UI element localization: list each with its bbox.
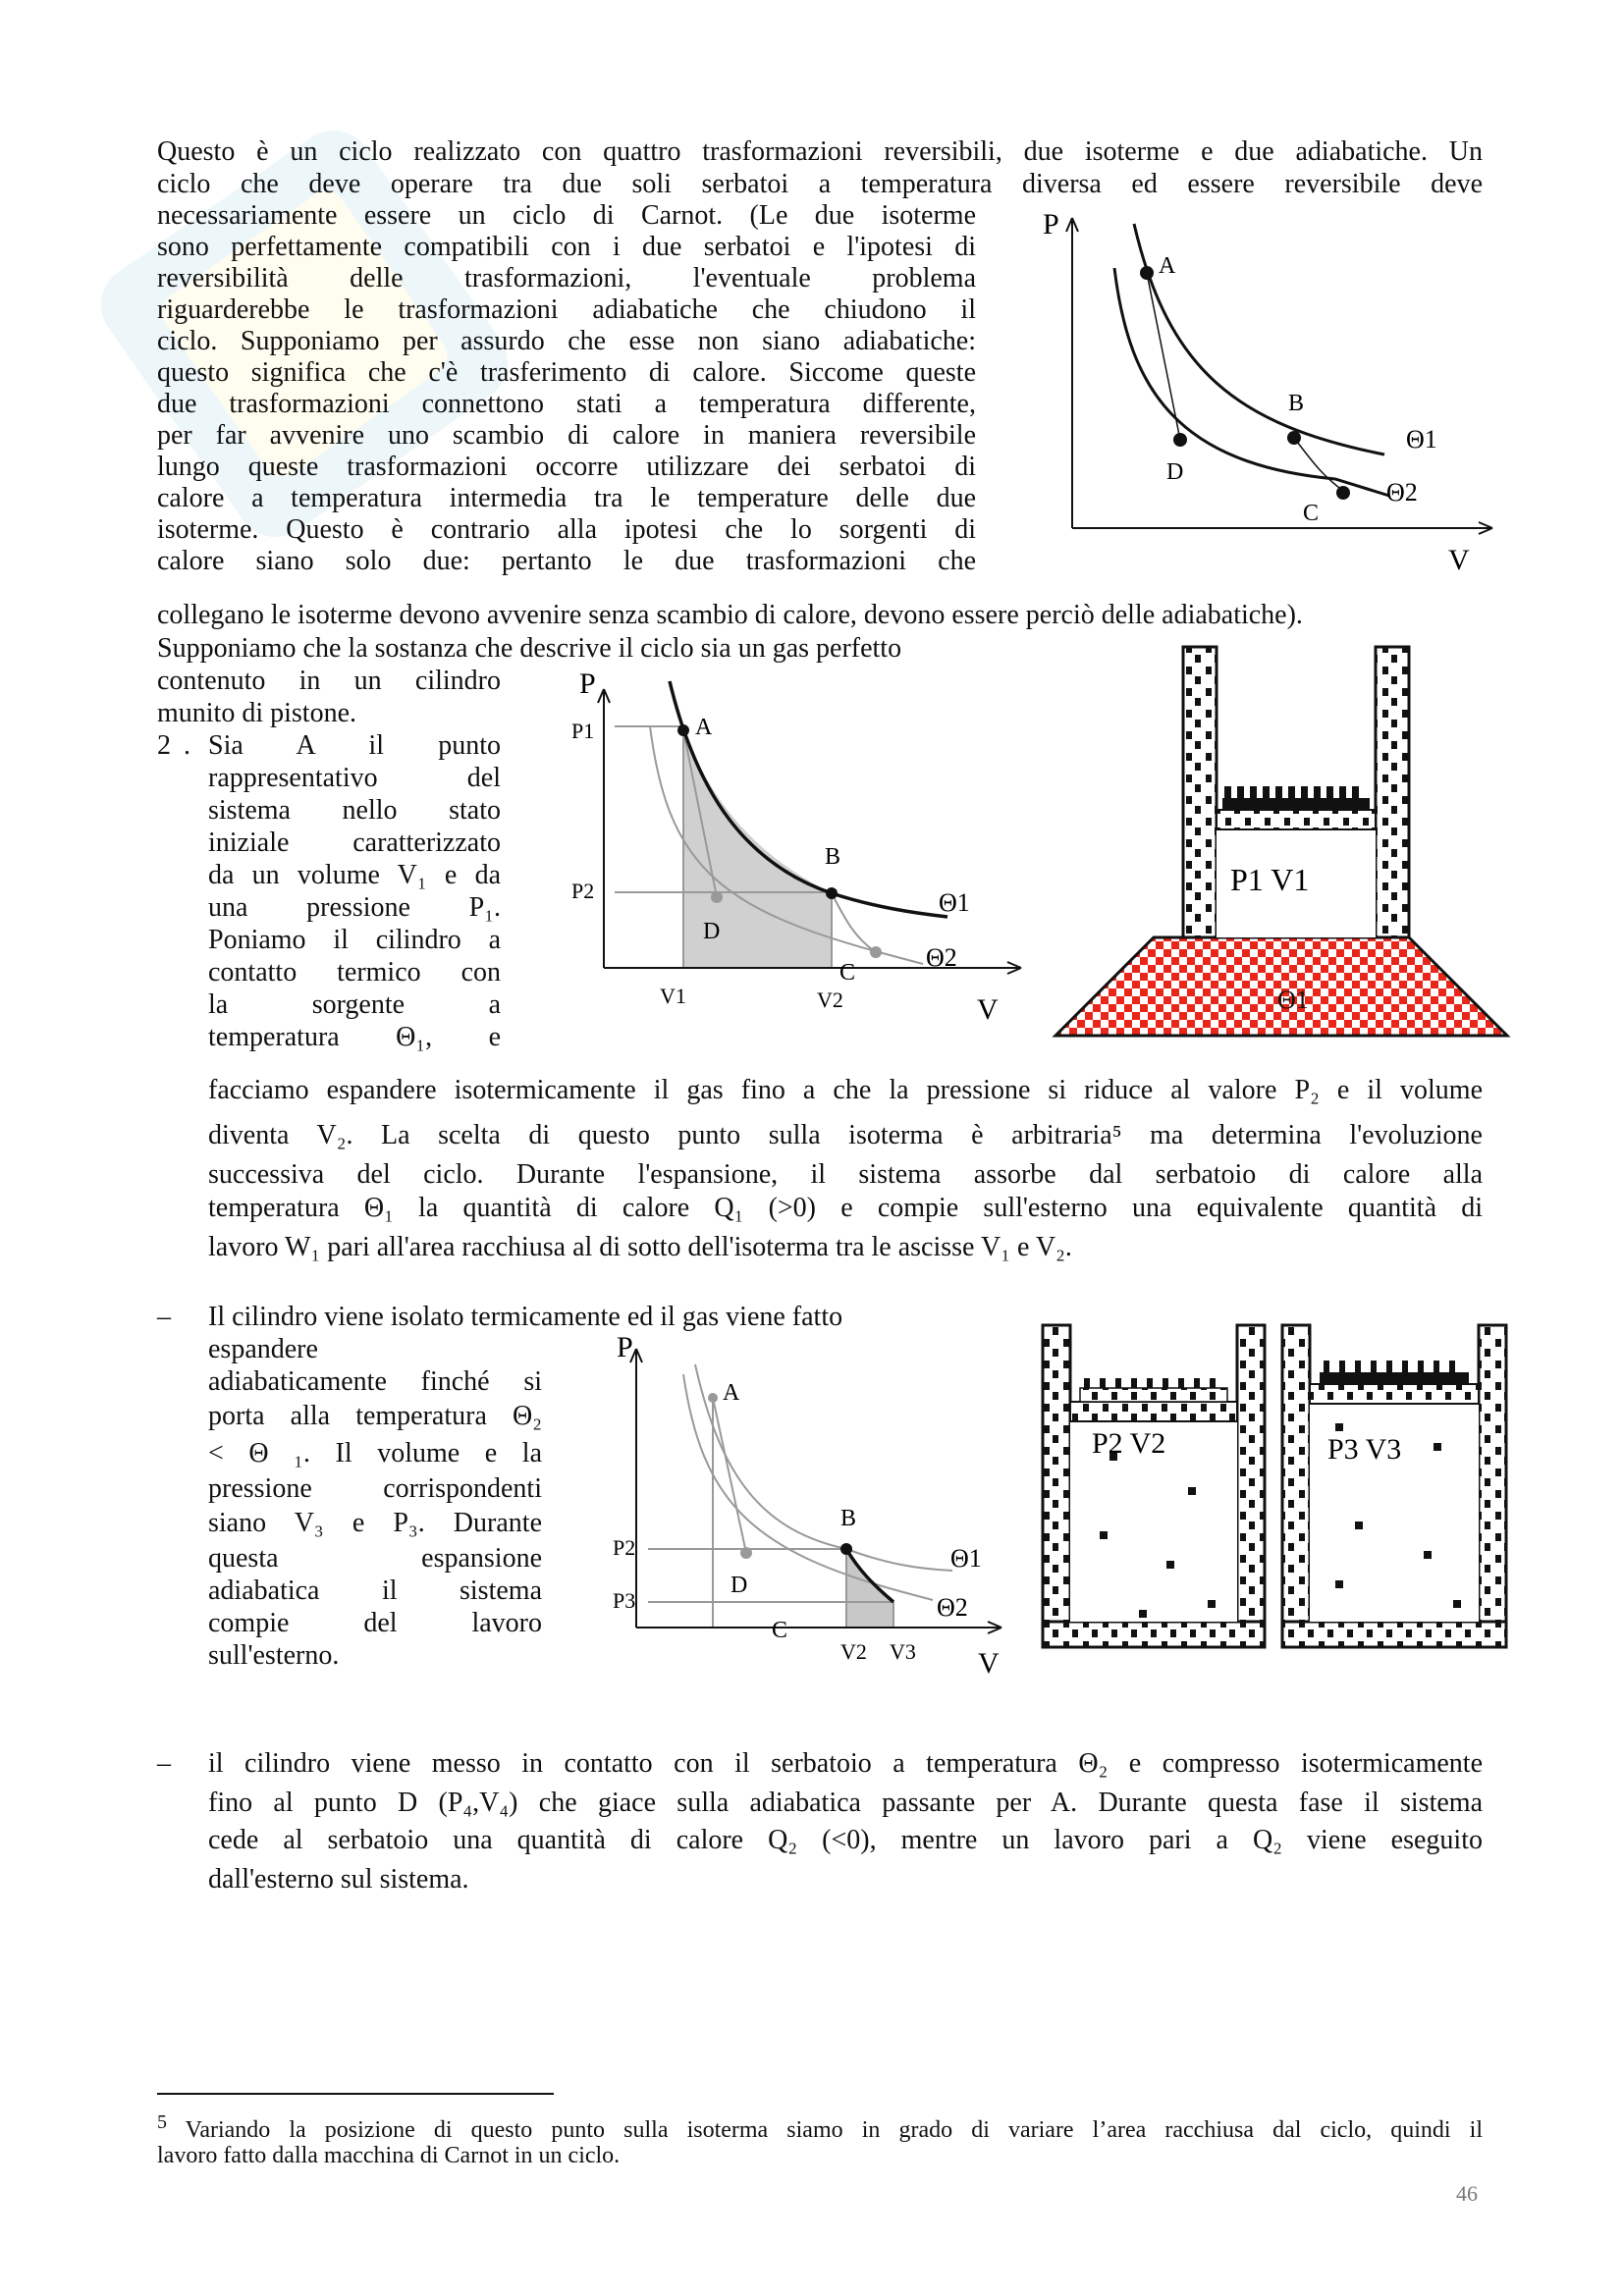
fig1-xlabel: V (1448, 544, 1470, 576)
step4-dash: – (157, 1748, 171, 1779)
step3-line: compie del lavoro (208, 1608, 542, 1638)
step2-line: facciamo espandere isotermicamente il gas fino a che la pressione si riduce al valore P₂ e il volume (208, 1075, 1483, 1105)
para1-line: lungo queste trasformazioni occorre utilizzare dei serbatoi di (157, 452, 976, 482)
fig3-adiabatic-ad (713, 1398, 746, 1553)
step2-line: contatto termico con (208, 957, 501, 988)
fig3-label-d: D (730, 1573, 748, 1598)
step2-line: temperatura Θ₁, e (208, 1022, 501, 1052)
step4-line: cede al serbatoio una quantità di calore Q₂ (<0), mentre un lavoro pari a Q₂ viene eseguito (208, 1825, 1483, 1855)
cylinder-illustration-1 (1046, 643, 1512, 1045)
fig1-adiabatic-bc (1294, 438, 1343, 491)
cylinder1-piston (1217, 810, 1376, 829)
cylinder3 (1282, 1325, 1506, 1647)
para1-line: Questo è un ciclo realizzato con quattro trasformazioni reversibili, due isoterme e due adiabatiche. Un (157, 136, 1483, 167)
fig2-point-a (677, 724, 689, 736)
step2-line: una pressione P₁. (208, 892, 501, 923)
step3-line: sull'esterno. (208, 1640, 340, 1671)
fig3-label-theta2: Θ2 (937, 1593, 968, 1622)
fig1-point-d (1173, 433, 1187, 447)
fig3-isotherm-theta1-left (695, 1364, 846, 1549)
fig3-tick-v2: V2 (840, 1639, 867, 1664)
fig2-tick-v2: V2 (817, 988, 843, 1012)
cylinder-illustration-2 (1041, 1315, 1512, 1654)
pv-diagram-2 (560, 667, 1041, 1041)
footnote-marker: 5 (157, 2111, 167, 2133)
step2-line: Sia A il punto (208, 730, 501, 761)
para1-line: riguarderebbe le trasformazioni adiabatiche che chiudono il (157, 294, 976, 325)
step3-line: questa espansione (208, 1543, 542, 1574)
step2-line: da un volume V₁ e da (208, 860, 501, 890)
para1-line: isoterme. Questo è contrario alla ipotesi che lo sorgenti di (157, 514, 976, 545)
fig1-label-theta2: Θ2 (1386, 478, 1418, 507)
para1-line: calore a temperatura intermedia tra le temperature delle due (157, 483, 976, 513)
step2-line: successiva del ciclo. Durante l'espansione, il sistema assorbe dal serbatoio di calore alla (208, 1159, 1483, 1190)
cylinder1-right-wall (1376, 647, 1409, 937)
para1-line: per far avvenire uno scambio di calore in maniera reversibile (157, 420, 976, 451)
step3-line: siano V₃ e P₃. Durante (208, 1508, 542, 1538)
fig1-adiabatic-ad (1147, 273, 1180, 440)
fig3-isotherm-theta2 (683, 1374, 933, 1600)
fig2-tick-p1: P1 (571, 719, 595, 743)
fig1-label-d: D (1166, 459, 1184, 485)
cylinder3-state-label: P3 V3 (1327, 1433, 1402, 1466)
fig1-point-b (1287, 431, 1301, 445)
fig2-label-a: A (695, 715, 713, 740)
fig2-xlabel: V (977, 993, 999, 1026)
para1-line: collegano le isoterme devono avvenire senza scambio di calore, devono essere perciò delle adiabatiche). (157, 600, 1303, 630)
cylinder1-state-label: P1 V1 (1230, 862, 1310, 897)
fig1-label-c: C (1303, 501, 1320, 526)
para1-line: sono perfettamente compatibili con i due serbatoi e l'ipotesi di (157, 232, 976, 262)
fig1-isotherm-theta2 (1114, 268, 1389, 496)
fig1-ylabel: P (1043, 208, 1059, 240)
fig3-label-theta1: Θ1 (950, 1544, 982, 1573)
fig3-isotherm-theta1-right (846, 1549, 952, 1571)
pv-diagram-3 (589, 1331, 1031, 1680)
para2-line: Supponiamo che la sostanza che descrive il ciclo sia un gas perfetto (157, 633, 902, 664)
cylinder2 (1043, 1325, 1265, 1647)
fig2-label-c: C (839, 960, 856, 986)
cylinder1-left-wall (1183, 647, 1217, 937)
fig3-tick-p3: P3 (613, 1588, 636, 1613)
footnote-text: Variando la posizione di questo punto sulla isoterma siamo in grado di variare l’area racchiusa dal ciclo, quindi il (167, 2117, 1483, 2143)
piston-weights-1 (1222, 786, 1370, 810)
step2-line: temperatura Θ₁ la quantità di calore Q₁ (>0) e compie sull'esterno una equivalente quantità di (208, 1193, 1483, 1223)
para2-line: munito di pistone. (157, 698, 356, 728)
para1-line: necessariamente essere un ciclo di Carnot. (Le due isoterme (157, 200, 976, 231)
cylinder2-state-label: P2 V2 (1092, 1427, 1166, 1460)
step4-line: fino al punto D (P₄,V₄) che giace sulla adiabatica passante per A. Durante questa fase il sistema (208, 1788, 1483, 1818)
step3-line: Il cilindro viene isolato termicamente ed il gas viene fatto (208, 1302, 843, 1332)
step2-line: diventa V₂. La scelta di questo punto sulla isoterma è arbitraria⁵ ma determina l'evoluzione (208, 1120, 1483, 1150)
page-number: 46 (1456, 2181, 1478, 2206)
step2-line: rappresentativo del (208, 763, 501, 793)
step3-line: < Θ ₁. Il volume e la (208, 1438, 542, 1468)
step2-narrow-block (208, 729, 501, 1053)
step2-line: Poniamo il cilindro a (208, 925, 501, 955)
fig3-tick-v3: V3 (890, 1639, 916, 1664)
fig2-tick-v1: V1 (660, 984, 686, 1008)
fig3-point-a (708, 1393, 718, 1403)
para1-line: ciclo che deve operare tra due soli serbatoi a temperatura diversa ed essere reversibile deve (157, 169, 1483, 199)
step2-line: lavoro W₁ pari all'area racchiusa al di sotto dell'isoterma tra le ascisse V₁ e V₂. (208, 1232, 1072, 1262)
fig3-point-d (740, 1547, 752, 1559)
fig2-tick-p2: P2 (571, 879, 595, 903)
fig3-label-b: B (840, 1506, 857, 1531)
step3-narrow-block (208, 1333, 542, 1672)
fig2-point-c (870, 946, 882, 958)
fig3-xlabel: V (978, 1647, 1000, 1680)
para1-line: reversibilità delle trasformazioni, l'eventuale problema (157, 263, 976, 294)
fig3-ylabel: P (617, 1331, 633, 1363)
fig2-label-theta1: Θ1 (939, 888, 970, 917)
step4-line: dall'esterno sul sistema. (208, 1864, 469, 1895)
para1-narrow-block (157, 200, 976, 577)
fig3-label-a: A (723, 1380, 740, 1406)
footnote-line: lavoro fatto dalla macchina di Carnot in un ciclo. (157, 2143, 621, 2168)
para1-line: questo significa che c'è trasferimento di calore. Siccome queste (157, 357, 976, 388)
fig1-label-a: A (1159, 253, 1176, 279)
fig1-point-a (1140, 266, 1154, 280)
step3-dash: – (157, 1302, 171, 1332)
fig3-point-b (840, 1543, 852, 1555)
step3-line: porta alla temperatura Θ₂ (208, 1401, 542, 1431)
fig2-point-d (711, 891, 723, 903)
fig1-label-b: B (1288, 391, 1305, 416)
fig2-ylabel: P (579, 667, 596, 700)
para1-line: due trasformazioni connettono stati a temperatura differente, (157, 389, 976, 419)
para1-line: ciclo. Supponiamo per assurdo che esse non siano adiabatiche: (157, 326, 976, 356)
fig3-tick-p2: P2 (613, 1535, 636, 1560)
fig2-label-b: B (825, 844, 841, 870)
step2-line: la sorgente a (208, 989, 501, 1020)
step3-line: espandere (208, 1334, 318, 1364)
reservoir-label: Θ1 (1277, 986, 1309, 1014)
pv-diagram-1 (1043, 204, 1512, 587)
fig1-point-c (1336, 486, 1350, 500)
step3-line: pressione corrispondenti (208, 1473, 542, 1504)
fig1-label-theta1: Θ1 (1406, 425, 1437, 454)
para1-line: calore siano solo due: pertanto le due trasformazioni che (157, 546, 976, 576)
fig2-label-theta2: Θ2 (926, 943, 957, 972)
fig3-label-c: C (772, 1618, 788, 1643)
step2-number: 2 . (157, 730, 193, 761)
fig2-point-b (826, 887, 838, 899)
para2-line: contenuto in un cilindro (157, 666, 501, 696)
step2-line: sistema nello stato (208, 795, 501, 826)
footnote-rule (157, 2093, 554, 2095)
step3-line: adiabatica il sistema (208, 1575, 542, 1606)
step2-line: iniziale caratterizzato (208, 828, 501, 858)
step3-line: adiabaticamente finché si (208, 1366, 542, 1397)
step4-line: il cilindro viene messo in contatto con il serbatoio a temperatura Θ₂ e compresso isotermicamente (208, 1748, 1483, 1779)
fig2-label-d: D (703, 919, 721, 944)
